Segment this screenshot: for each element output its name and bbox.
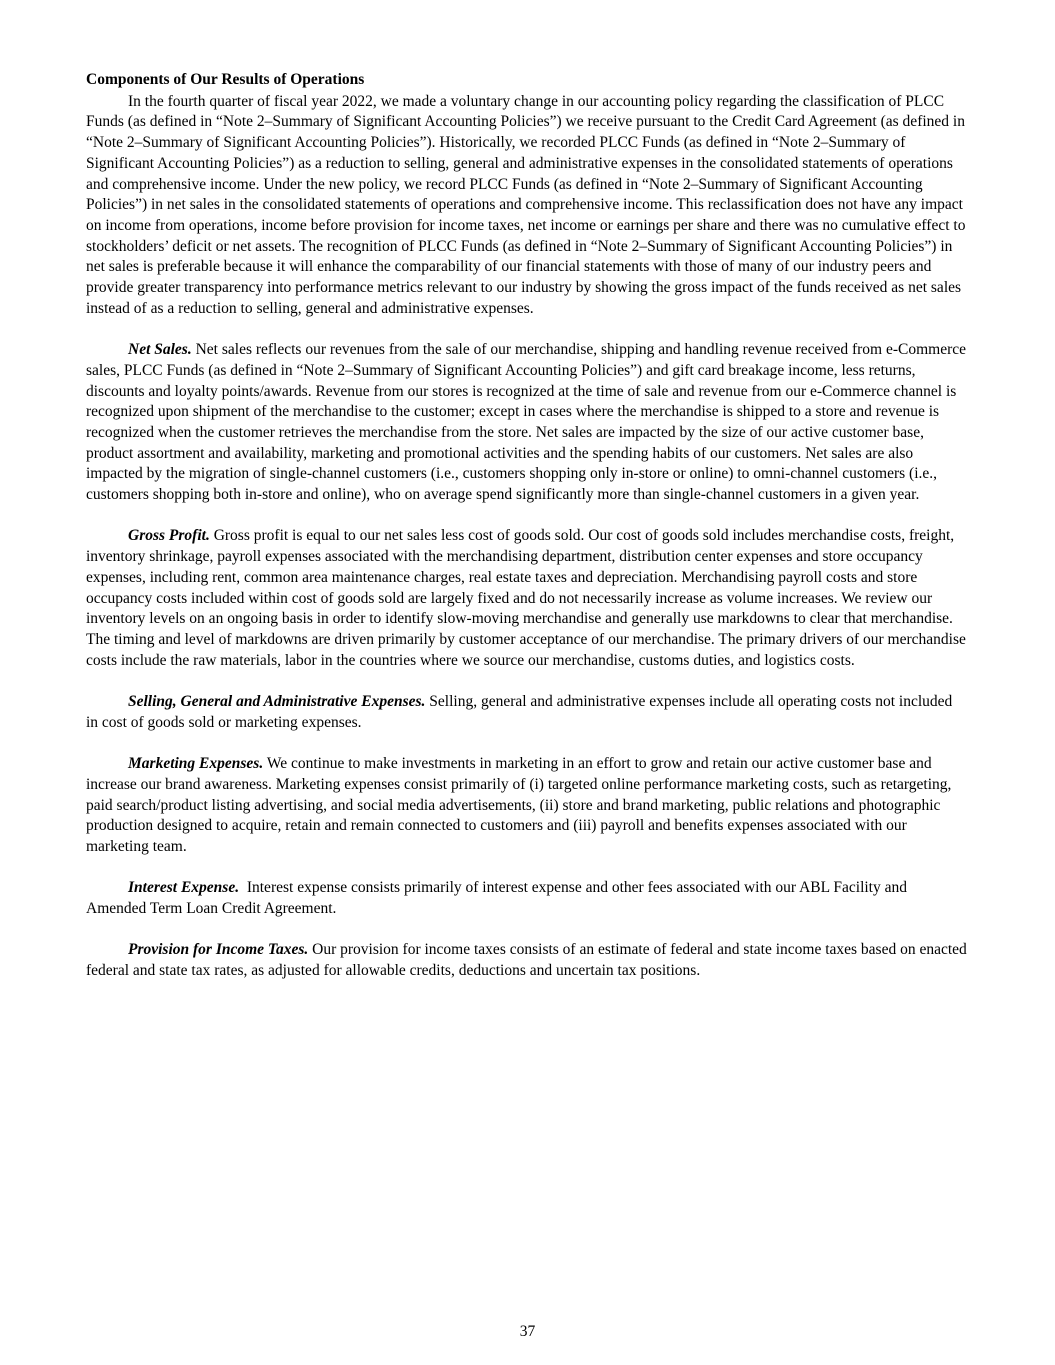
- paragraph-term: Gross Profit.: [128, 527, 210, 545]
- paragraph-text: Gross profit is equal to our net sales less cost of goods sold. Our cost of goods sold includes merchandise costs, freight, inventory shrinkage, payroll expenses associated with the merchandising department, distribution center expenses and store occupancy expenses, including rent, common area maintenance charges, real estate taxes and depreciation. Merchandising payroll costs and store occupancy costs included within cost of goods sold are largely fixed and do not necessarily increase as volume increases. We review our inventory levels on an ongoing basis in order to identify slow-moving merchandise and generally use markdowns to clear that merchandise. The timing and level of markdowns are driven primarily by customer acceptance of our merchandise. The primary drivers of our merchandise costs include the raw materials, labor in the countries where we source our merchandise, customs duties, and logistics costs.: [86, 527, 966, 669]
- page-number: 37: [519, 1323, 536, 1340]
- paragraph-marketing-expenses: [86, 754, 968, 858]
- paragraph-text: Selling, general and administrative expenses include all operating costs not included in cost of goods sold or marketing expenses.: [86, 693, 953, 731]
- paragraph-text: Net sales reflects our revenues from the sale of our merchandise, shipping and handling revenue received from e-Commerce sales, PLCC Funds (as defined in “Note 2–Summary of Significant Accounting Policies”) and gift card breakage income, less returns, discounts and loyalty points/awards. Revenue from our stores is recognized at the time of sale and revenue from our e-Commerce channel is recognized upon shipment of the merchandise to the customer; except in cases where the merchandise is shipped to a store and revenue is recognized when the customer retrieves the merchandise from the store. Net sales are impacted by the size of our active customer base, product assortment and availability, marketing and promotional activities and the spending habits of our customers. Net sales are also impacted by the migration of single-channel customers (i.e., customers shopping only in-store or online) to omni-channel customers (i.e., customers shopping both in-store and online), who on average spend significantly more than single-channel customers in a given year.: [86, 341, 966, 504]
- paragraph-text: Interest expense consists primarily of interest expense and other fees associated with our ABL Facility and Amended Term Loan Credit Agreement.: [86, 879, 911, 918]
- paragraph-term: Interest Expense.: [128, 879, 240, 897]
- paragraph-net-sales: [86, 340, 968, 506]
- paragraph-accounting-policy-change: [86, 92, 968, 320]
- paragraph-term: Net Sales.: [128, 341, 192, 359]
- paragraph-text: We continue to make investments in marketing in an effort to grow and retain our active customer base and increase our brand awareness. Marketing expenses consist primarily of (i) targeted online performance marketing costs, such as retargeting, paid search/product listing advertising, and social media advertisements, (ii) store and brand marketing, public relations and photographic production designed to acquire, retain and remain connected to customers and (iii) payroll and benefits expenses associated with our marketing team.: [86, 755, 952, 855]
- paragraph-term: Marketing Expenses.: [128, 755, 264, 773]
- paragraph-text: Our provision for income taxes consists of an estimate of federal and state income taxes based on enacted federal and state tax rates, as adjusted for allowable credits, deductions and uncertain tax positions.: [86, 941, 967, 980]
- section-heading: Components of Our Results of Operations: [86, 71, 365, 88]
- paragraph-interest-expense: [86, 878, 968, 919]
- document-page: [86, 70, 968, 1003]
- paragraph-term: Provision for Income Taxes.: [128, 941, 309, 959]
- paragraph-term: Selling, General and Administrative Expenses.: [128, 693, 426, 711]
- paragraph-gross-profit: [86, 526, 968, 671]
- paragraph-text: In the fourth quarter of fiscal year 2022, we made a voluntary change in our accounting policy regarding the classification of PLCC Funds (as defined in “Note 2–Summary of Significant Accounting Policies”) we receive pursuant to the Credit Card Agreement (as defined in “Note 2–Summary of Significant Accounting Policies”). Historically, we recorded PLCC Funds (as defined in “Note 2–Summary of Significant Accounting Policies”) as a reduction to selling, general and administrative expenses in the consolidated statements of operations and comprehensive income. Under the new policy, we record PLCC Funds (as defined in “Note 2–Summary of Significant Accounting Policies”) in net sales in the consolidated statements of operations and comprehensive income. This reclassification does not have any impact on income from operations, income before provision for income taxes, net income or earnings per share and there was no cumulative effect to stockholders’ deficit or net assets. The recognition of PLCC Funds (as defined in “Note 2–Summary of Significant Accounting Policies”) in net sales is preferable because it will enhance the comparability of our financial statements with those of many of our industry peers and provide greater transparency into performance metrics relevant to our industry by showing the gross impact of the funds received as net sales instead of as a reduction to selling, general and administrative expenses.: [86, 92, 966, 317]
- paragraph-sga-expenses: [86, 692, 968, 733]
- paragraph-income-taxes: [86, 940, 968, 981]
